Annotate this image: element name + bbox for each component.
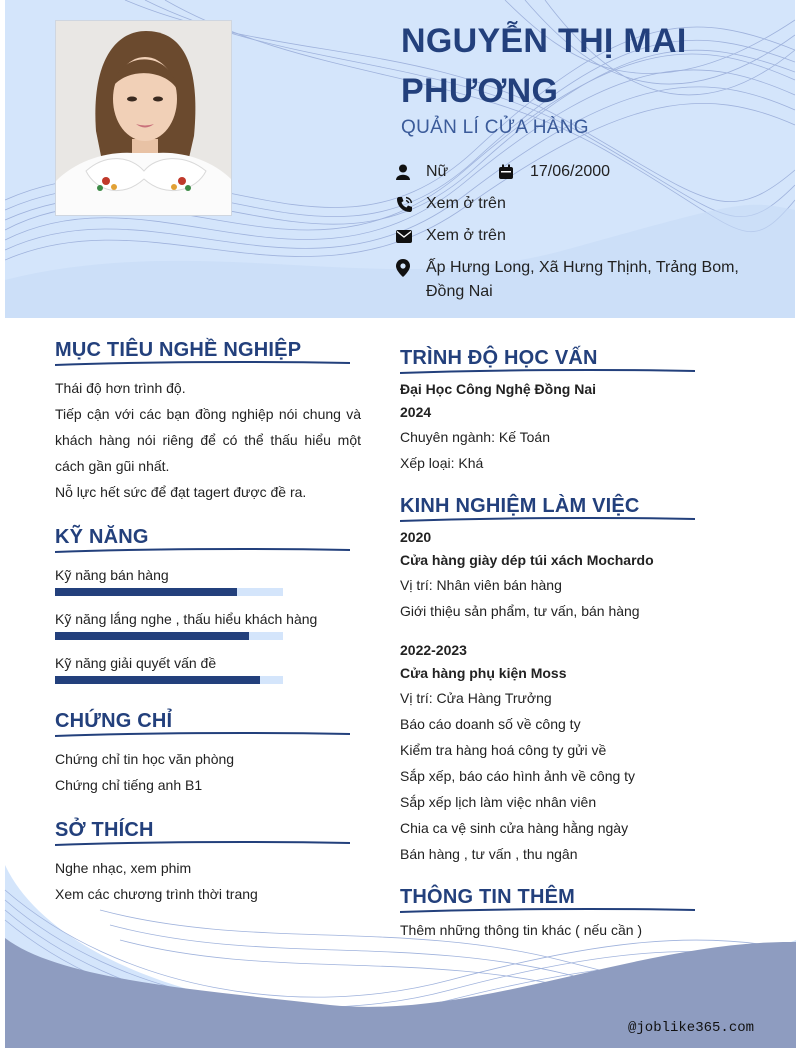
school-name: Đại Học Công Nghệ Đồng Nai <box>400 381 596 397</box>
additional-underline <box>400 906 695 914</box>
graduation-year: 2024 <box>400 404 432 420</box>
skill-bar <box>55 588 283 596</box>
job-line: Vị trí: Cửa Hàng Trưởng <box>400 690 552 706</box>
objective-title: MỤC TIÊU NGHỀ NGHIỆP <box>55 339 302 361</box>
education-title: TRÌNH ĐỘ HỌC VẤN <box>400 347 598 369</box>
additional-text: Thêm những thông tin khác ( nếu cần ) <box>400 922 643 938</box>
hobbies-list <box>55 855 355 907</box>
job-year: 2020 <box>400 529 432 545</box>
major: Chuyên ngành: Kế Toán <box>400 429 550 445</box>
job-line: Giới thiệu sản phẩm, tư vấn, bán hàng <box>400 603 640 619</box>
objective-underline <box>55 359 350 367</box>
certificates-underline <box>55 730 350 738</box>
experience-title: KINH NGHIỆM LÀM VIỆC <box>400 495 640 517</box>
job-line: Sắp xếp lịch làm việc nhân viên <box>400 794 597 810</box>
experience-underline <box>400 515 695 523</box>
additional-title: THÔNG TIN THÊM <box>400 886 576 908</box>
job-company: Cửa hàng phụ kiện Moss <box>400 665 567 681</box>
skill-bar <box>55 632 283 640</box>
job-title: QUẢN LÍ CỬA HÀNG <box>401 117 589 138</box>
objective-line: Nỗ lực hết sức để đạt tagert được đề ra. <box>55 484 307 500</box>
dob-row <box>498 160 610 184</box>
job-1-header <box>400 526 760 572</box>
skill-label: Kỹ năng giải quyết vấn đề <box>55 655 217 671</box>
skill-fill <box>55 632 249 640</box>
skill-label: Kỹ năng bán hàng <box>55 567 169 583</box>
gender-value: Nữ <box>426 163 449 180</box>
education-block <box>400 378 740 424</box>
grade: Xếp loại: Khá <box>400 455 484 471</box>
candidate-name: NGUYỄN THỊ MAI PHƯƠNG <box>401 22 687 110</box>
phone-icon <box>396 192 426 216</box>
skill-bar <box>55 676 283 684</box>
person-icon <box>396 160 426 184</box>
envelope-icon <box>396 224 426 248</box>
skills-underline <box>55 546 350 554</box>
watermark-text: @joblike365.com <box>628 1020 755 1036</box>
address-row <box>396 256 746 304</box>
dob-value: 17/06/2000 <box>530 163 611 180</box>
skills-title: KỸ NĂNG <box>55 526 149 548</box>
job-2-header <box>400 639 760 685</box>
objective-line: Thái độ hơn trình độ. <box>55 380 186 396</box>
certificates-title: CHỨNG CHỈ <box>55 710 173 732</box>
location-pin-icon <box>396 256 426 280</box>
hobby-item: Xem các chương trình thời trang <box>55 886 258 902</box>
address-value: Ấp Hưng Long, Xã Hưng Thịnh, Trảng Bom, Đồng Nai <box>426 259 739 300</box>
certificate-item: Chứng chỉ tin học văn phòng <box>55 751 235 767</box>
education-details <box>400 424 740 476</box>
job-line: Vị trí: Nhân viên bán hàng <box>400 577 562 593</box>
hobby-item: Nghe nhạc, xem phim <box>55 860 192 876</box>
email-value: Xem ở trên <box>426 227 506 244</box>
job-company: Cửa hàng giày dép túi xách Mochardo <box>400 552 654 568</box>
objective-line: Tiếp cận với các bạn đồng nghiệp nói chung và khách hàng nói riêng để có thể thấu hiểu một cách gần gũi nhất. <box>55 406 361 474</box>
job-line: Chia ca vệ sinh cửa hàng hằng ngày <box>400 820 629 836</box>
job-line: Báo cáo doanh số về công ty <box>400 716 581 732</box>
phone-value: Xem ở trên <box>426 195 506 212</box>
job-line: Sắp xếp, báo cáo hình ảnh về công ty <box>400 768 636 784</box>
objective-text <box>55 375 361 505</box>
certificates-list <box>55 746 355 798</box>
skill-label: Kỹ năng lắng nghe , thấu hiểu khách hàng <box>55 611 318 627</box>
job-year: 2022-2023 <box>400 642 467 658</box>
certificate-item: Chứng chỉ tiếng anh B1 <box>55 777 203 793</box>
job-line: Kiểm tra hàng hoá công ty gửi về <box>400 742 607 758</box>
profile-photo <box>55 20 232 216</box>
job-line: Bán hàng , tư vấn , thu ngân <box>400 846 578 862</box>
hobbies-title: SỞ THÍCH <box>55 819 154 841</box>
gender-row <box>396 160 496 184</box>
calendar-icon <box>498 160 530 184</box>
email-row <box>396 224 746 248</box>
skill-fill <box>55 588 237 596</box>
skill-fill <box>55 676 260 684</box>
education-underline <box>400 367 695 375</box>
phone-row <box>396 192 746 216</box>
job-1-details <box>400 572 760 624</box>
